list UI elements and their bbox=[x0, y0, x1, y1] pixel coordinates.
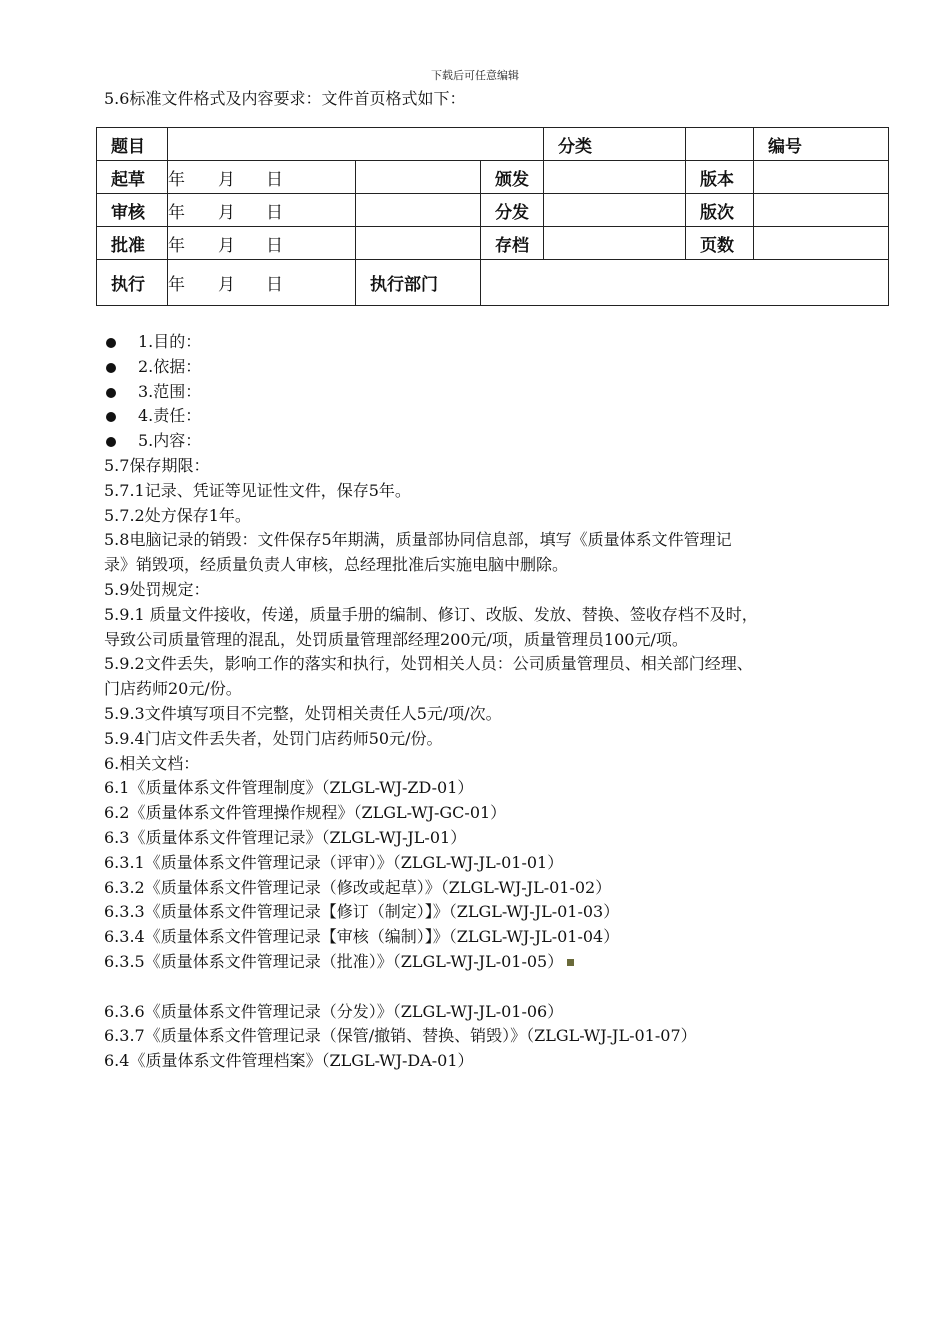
section-title: 5.6标准文件格式及内容要求：文件首页格式如下： bbox=[104, 89, 466, 108]
paragraph-line: 录》销毁项，经质量负责人审核，总经理批准后实施电脑中删除。 bbox=[104, 555, 569, 575]
doc-reference: 6.3《质量体系文件管理记录》（ZLGL-WJ-JL-01） bbox=[104, 827, 467, 847]
field-archive[interactable] bbox=[544, 227, 686, 260]
paragraph-line: 5.7.1记录、凭证等见证性文件，保存5年。 bbox=[104, 480, 411, 500]
document-header-form bbox=[96, 127, 889, 306]
paragraph-line: 6.相关文档： bbox=[104, 753, 200, 773]
doc-reference: 6.3.7《质量体系文件管理记录（保管/撤销、替换、销毁）》（ZLGL-WJ-JL-01-07） bbox=[104, 1026, 697, 1046]
bullet-dot-icon bbox=[106, 388, 116, 398]
doc-reference: 6.3.2《质量体系文件管理记录（修改或起草）》（ZLGL-WJ-JL-01-02） bbox=[104, 877, 612, 897]
date-review[interactable]: 年 月 日 bbox=[168, 194, 356, 227]
header-note: 下载后可任意编辑 bbox=[431, 69, 519, 82]
label-edition: 版本 bbox=[686, 161, 754, 194]
field-draft-signer[interactable] bbox=[356, 161, 481, 194]
paragraph-line: 5.9.2文件丢失，影响工作的落实和执行，处罚相关人员：公司质量管理员、相关部门经理、 bbox=[104, 654, 753, 674]
date-draft[interactable]: 年 月 日 bbox=[168, 161, 356, 194]
paragraph-line: 5.9.4门店文件丢失者，处罚门店药师50元/份。 bbox=[104, 728, 443, 748]
label-category: 分类 bbox=[544, 128, 686, 161]
anchor-mark-icon bbox=[567, 959, 574, 966]
bullet-item: 5.内容： bbox=[104, 429, 904, 454]
bullet-item: 1.目的： bbox=[104, 330, 904, 355]
field-pages[interactable] bbox=[754, 227, 889, 260]
paragraph-line: 5.7.2处方保存1年。 bbox=[104, 505, 251, 525]
field-exec-dept[interactable] bbox=[481, 260, 889, 306]
bullet-dot-icon bbox=[106, 363, 116, 373]
field-approve-signer[interactable] bbox=[356, 227, 481, 260]
label-review: 审核 bbox=[97, 194, 168, 227]
doc-reference: 6.3.3《质量体系文件管理记录【修订（制定）】》（ZLGL-WJ-JL-01-03） bbox=[104, 902, 620, 922]
paragraph-line: 5.9处罚规定： bbox=[104, 579, 210, 599]
date-execute[interactable]: 年 月 日 bbox=[168, 260, 356, 306]
bullet-dot-icon bbox=[106, 412, 116, 422]
paragraph-line: 门店药师20元/份。 bbox=[104, 679, 242, 699]
label-draft: 起草 bbox=[97, 161, 168, 194]
field-title[interactable] bbox=[168, 128, 544, 161]
label-exec-dept: 执行部门 bbox=[356, 260, 481, 306]
label-distribute: 分发 bbox=[481, 194, 544, 227]
blank-line bbox=[104, 975, 904, 1000]
paragraph-line: 5.9.1 质量文件接收，传递，质量手册的编制、修订、改版、发放、替换、签收存档不及时， bbox=[104, 604, 758, 624]
label-number: 编号 bbox=[754, 128, 889, 161]
document-body bbox=[104, 330, 904, 1074]
label-pages: 页数 bbox=[686, 227, 754, 260]
label-execute: 执行 bbox=[97, 260, 168, 306]
paragraph-line: 5.8电脑记录的销毁：文件保存5年期满，质量部协同信息部，填写《质量体系文件管理记 bbox=[104, 530, 732, 550]
paragraph-line: 导致公司质量管理的混乱，处罚质量管理部经理200元/项，质量管理员100元/项。 bbox=[104, 629, 688, 649]
field-edition[interactable] bbox=[754, 161, 889, 194]
doc-reference: 6.4《质量体系文件管理档案》（ZLGL-WJ-DA-01） bbox=[104, 1051, 474, 1071]
doc-reference: 6.2《质量体系文件管理操作规程》（ZLGL-WJ-GC-01） bbox=[104, 803, 507, 823]
doc-reference: 6.1《质量体系文件管理制度》（ZLGL-WJ-ZD-01） bbox=[104, 778, 474, 798]
bullet-dot-icon bbox=[106, 437, 116, 447]
paragraph-line: 5.7保存期限： bbox=[104, 455, 210, 475]
doc-reference: 6.3.6《质量体系文件管理记录（分发）》（ZLGL-WJ-JL-01-06） bbox=[104, 1001, 564, 1021]
bullet-item: 4.责任： bbox=[104, 404, 904, 429]
bullet-item: 3.范围： bbox=[104, 380, 904, 405]
field-review-signer[interactable] bbox=[356, 194, 481, 227]
doc-reference: 6.3.1《质量体系文件管理记录（评审）》（ZLGL-WJ-JL-01-01） bbox=[104, 852, 564, 872]
label-issue: 颁发 bbox=[481, 161, 544, 194]
bullet-dot-icon bbox=[106, 338, 116, 348]
label-revision: 版次 bbox=[686, 194, 754, 227]
doc-reference: 6.3.4《质量体系文件管理记录【审核（编制）】》（ZLGL-WJ-JL-01-04） bbox=[104, 927, 620, 947]
date-approve[interactable]: 年 月 日 bbox=[168, 227, 356, 260]
label-approve: 批准 bbox=[97, 227, 168, 260]
field-issue[interactable] bbox=[544, 161, 686, 194]
label-archive: 存档 bbox=[481, 227, 544, 260]
field-category[interactable] bbox=[686, 128, 754, 161]
bullet-item: 2.依据： bbox=[104, 355, 904, 380]
field-distribute[interactable] bbox=[544, 194, 686, 227]
label-title: 题目 bbox=[97, 128, 168, 161]
paragraph-line: 5.9.3文件填写项目不完整，处罚相关责任人5元/项/次。 bbox=[104, 703, 502, 723]
field-revision[interactable] bbox=[754, 194, 889, 227]
doc-reference-with-mark: 6.3.5《质量体系文件管理记录（批准）》（ZLGL-WJ-JL-01-05） bbox=[104, 950, 904, 975]
